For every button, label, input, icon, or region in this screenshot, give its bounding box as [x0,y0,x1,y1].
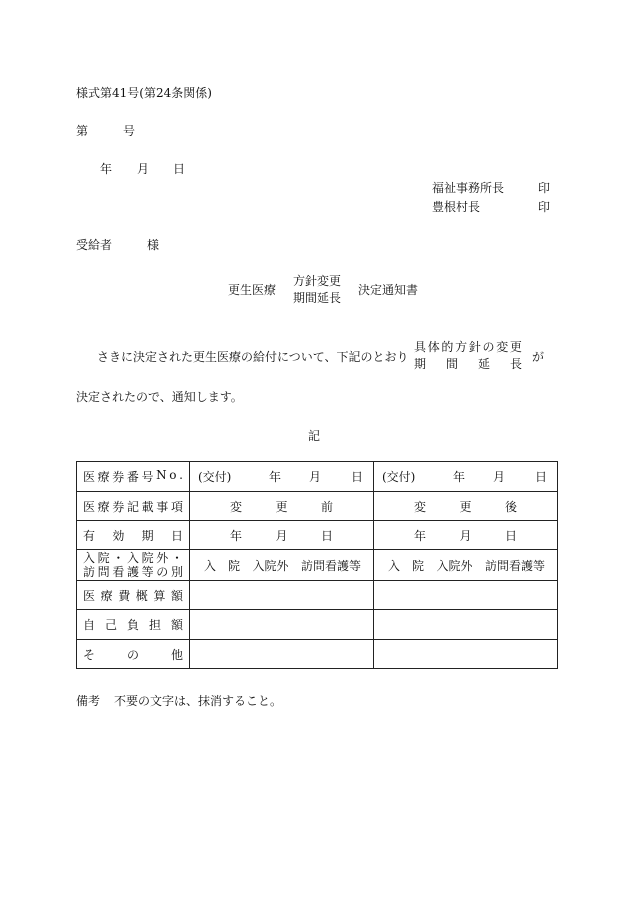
table-row-other [77,640,558,669]
label-char: 記 [126,499,139,514]
option-outpatient: 入院外 [252,558,289,573]
row-label-care-type [77,550,190,581]
label-char: 番 [126,470,139,484]
month-label: 月 [275,528,288,543]
row-label-ticket-number [77,462,190,492]
label-char: 額 [170,588,183,603]
label-char: 的 [441,340,454,354]
body-option-policy-change [414,338,522,355]
title-option-policy-change: 方針変更 [293,274,342,288]
other-right [374,640,558,669]
label-char: 訪 [83,565,96,579]
title-option-period-extension: 期間延長 [293,291,342,305]
row-label-valid-date [77,521,190,550]
label-char: 負 [126,618,139,632]
label-text [83,616,183,633]
day-label: 日 [350,470,363,484]
estimated-cost-left [190,581,374,610]
row-label-estimated-cost [77,581,190,610]
label-char: 療 [100,588,113,603]
care-type-left [190,550,374,581]
label-char: 看 [112,565,125,579]
copayment-right [374,610,558,640]
year-label: 年 [452,470,465,484]
label-char: 医 [83,499,96,514]
after-char: 変 [414,499,427,514]
year-label: 年 [414,528,427,543]
body-line1: さきに決定された更生医療の給付について、下記のとおり [97,350,409,364]
label-char: 療 [97,499,110,514]
label-char: 問 [97,565,110,579]
label-char: 券 [112,470,125,484]
row-label-copayment [77,610,190,640]
day-label: 日 [504,528,517,543]
before-char: 更 [275,499,288,514]
label-char: 入 [83,551,96,565]
body-line2: 決定されたので、通知します。 [76,390,243,404]
label-char: o [169,468,177,482]
label-char: 体 [427,340,440,354]
label-char: 方 [455,340,468,354]
recipient-label: 受給者 [76,238,113,252]
after-change-cell [374,492,558,521]
label-char: 概 [135,588,148,603]
option-inpatient: 入 院 [388,558,425,573]
before-char: 前 [320,499,333,514]
label-char: ・ [170,551,183,565]
doc-number-suffix: 号 [123,124,136,138]
label-char: 券 [112,499,125,514]
issuer-village-title: 豊根村長 [432,200,481,214]
body-option-char: 長 [509,357,522,371]
table-row-valid-date [77,521,558,550]
label-char: 院 [141,551,154,565]
label-char: 具 [414,340,427,354]
issue-prefix: (交付) [382,470,416,484]
year-label: 年 [230,528,243,543]
note-label: 備考 [76,694,101,708]
table-row-ticket-items [77,492,558,521]
day-label: 日 [534,470,547,484]
body-ga: が [532,350,545,364]
body-option-bottom [414,355,522,372]
label-char: 院 [97,551,110,565]
row-label-other [77,640,190,669]
estimated-cost-right [374,581,558,610]
label-char: 療 [97,470,110,484]
label-char: 護 [126,565,139,579]
month-label: 月 [492,470,505,484]
row-label-ticket-items [77,492,190,521]
date-day: 日 [173,162,186,176]
after-char: 更 [459,499,472,514]
body-option-top [414,338,522,355]
label-char: 日 [170,528,183,543]
before-change-cell [190,492,374,521]
date-year: 年 [100,162,113,176]
label-text [83,587,183,604]
body-option-char: 延 [477,357,490,371]
after-char: 後 [504,499,517,514]
label-char: 医 [83,470,96,484]
label-text [83,646,183,663]
valid-date-left [190,521,374,550]
copayment-left [190,610,374,640]
label-text [83,498,183,515]
label-char: 入 [126,551,139,565]
table-row-care-type [77,550,558,581]
label-char: 自 [83,618,96,632]
label-char: 事 [156,499,169,514]
title-prefix: 更生医療 [228,283,277,297]
label-char: の [482,340,495,354]
label-char: 載 [141,499,154,514]
option-inpatient: 入 院 [204,558,241,573]
label-char: 変 [496,340,509,354]
label-text [83,527,183,544]
label-char: N [156,468,167,482]
doc-number-prefix: 第 [76,124,89,138]
day-label: 日 [320,528,333,543]
label-char: 等 [141,565,154,579]
title-suffix: 決定通知書 [358,283,419,297]
table-row-copayment [77,610,558,640]
label-char: の [126,647,139,662]
issuer-welfare-seal: 印 [538,181,551,195]
ticket-issue-left [190,462,374,492]
table-row-estimated-cost [77,581,558,610]
label-char: 外 [156,551,169,565]
label-text-line2 [83,565,183,579]
before-char: 変 [230,499,243,514]
ki-mark: 記 [308,429,321,443]
label-char: 更 [509,340,522,354]
care-type-right [374,550,558,581]
body-option-char: 間 [445,357,458,371]
label-char: 額 [170,618,183,632]
label-char: 針 [468,340,481,354]
issuer-village-seal: 印 [538,200,551,214]
issuer-welfare-title: 福祉事務所長 [432,181,505,195]
option-home-nursing: 訪問看護等 [484,558,545,573]
label-char: 他 [170,647,183,662]
label-char: 項 [170,499,183,514]
label-char: 費 [118,588,131,603]
valid-date-right [374,521,558,550]
date-month: 月 [137,162,150,176]
label-char: そ [83,647,96,662]
month-label: 月 [308,470,321,484]
label-char: 担 [148,618,161,632]
label-char: 期 [141,528,154,543]
ticket-issue-right [374,462,558,492]
label-char: . [179,468,183,482]
label-char: 効 [112,528,125,543]
label-text [83,468,183,485]
note-text: 不要の文字は、抹消すること。 [114,694,283,708]
label-char: 別 [170,565,183,579]
other-left [190,640,374,669]
label-char: ・ [112,551,125,565]
recipient-honorific: 様 [147,238,160,252]
month-label: 月 [459,528,472,543]
table-row-ticket-number [77,462,558,492]
label-char: 号 [141,470,154,484]
form-number: 様式第41号(第24条関係) [76,86,212,100]
label-char: の [156,565,169,579]
issue-prefix: (交付) [198,470,232,484]
year-label: 年 [268,470,281,484]
option-home-nursing: 訪問看護等 [300,558,361,573]
label-char: 己 [104,618,117,632]
details-table [76,461,558,669]
label-char: 算 [153,588,166,603]
label-text-line1 [83,551,183,565]
body-option-char: 期 [414,357,427,371]
label-char: 有 [83,528,96,543]
option-outpatient: 入院外 [436,558,473,573]
label-char: 医 [83,588,96,603]
